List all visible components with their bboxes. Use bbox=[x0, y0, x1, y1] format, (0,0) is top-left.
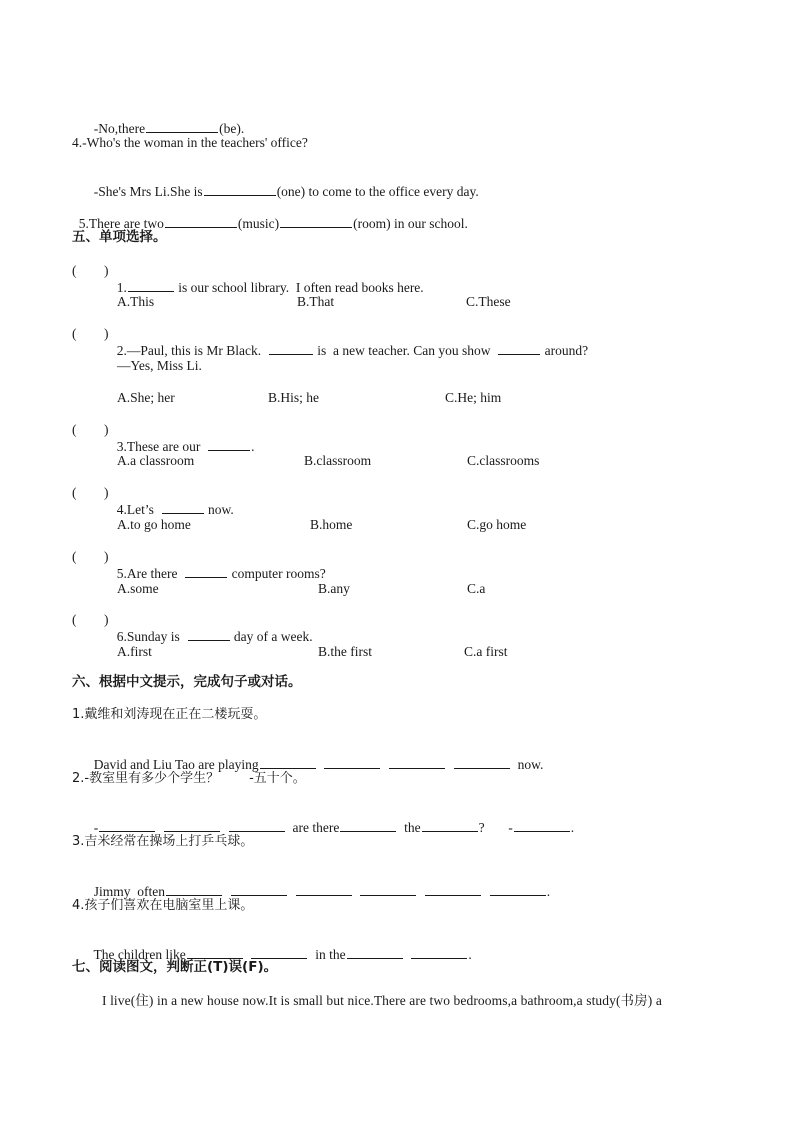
en-text: David and Liu Tao are playing bbox=[93, 757, 259, 772]
q-text: now. bbox=[204, 502, 234, 517]
blank[interactable] bbox=[269, 342, 313, 355]
en-text: - bbox=[93, 820, 99, 835]
en-text: in the bbox=[315, 947, 346, 962]
en-text: . bbox=[546, 884, 551, 899]
cn-question: 2.-教室里有多少个学生？ bbox=[72, 771, 220, 786]
q3-answer-line bbox=[87, 104, 244, 137]
answer-paren-open: ( bbox=[72, 549, 77, 564]
en-text: . bbox=[468, 947, 472, 962]
blank[interactable] bbox=[454, 756, 510, 769]
translate-item-3-en bbox=[87, 867, 550, 900]
blank[interactable] bbox=[260, 756, 316, 769]
option-a[interactable]: A.to go home bbox=[117, 517, 191, 532]
mc-question-4 bbox=[110, 485, 234, 518]
answer-paren-close: ) bbox=[104, 326, 109, 341]
option-a[interactable]: A.some bbox=[117, 581, 159, 596]
en-text: ? bbox=[478, 820, 485, 835]
option-c[interactable]: C.go home bbox=[467, 517, 527, 532]
reading-passage: I live(住) in a new house now.It is small but nice.There are two bedrooms,a bathroom,a study(书房) a bbox=[102, 993, 662, 1008]
q3-answer-prefix: -No,there bbox=[93, 121, 146, 136]
blank[interactable] bbox=[340, 819, 396, 832]
mc-question-1 bbox=[110, 263, 424, 296]
mc-question-6 bbox=[110, 612, 313, 645]
translate-item-3-cn: 3.吉米经常在操场上打乒乓球。 bbox=[72, 834, 254, 849]
section5-title: 五、单项选择。 bbox=[72, 229, 167, 245]
answer-paren-close: ) bbox=[104, 549, 109, 564]
q5-line bbox=[72, 199, 468, 232]
blank[interactable] bbox=[425, 883, 481, 896]
blank[interactable] bbox=[324, 756, 380, 769]
option-c[interactable]: C.These bbox=[466, 294, 511, 309]
blank[interactable] bbox=[208, 438, 250, 451]
blank[interactable] bbox=[185, 565, 227, 578]
en-text: the bbox=[404, 820, 421, 835]
q4-answer-line bbox=[87, 167, 479, 200]
blank[interactable] bbox=[251, 946, 307, 959]
blank[interactable] bbox=[498, 342, 540, 355]
mc-question-2 bbox=[110, 326, 588, 359]
translate-item-2-en bbox=[87, 803, 574, 836]
blank[interactable] bbox=[204, 183, 276, 196]
translate-item-4-cn: 4.孩子们喜欢在电脑室里上课。 bbox=[72, 898, 254, 913]
q4-answer-suffix: (one) to come to the office every day. bbox=[276, 184, 479, 199]
option-b[interactable]: B.His; he bbox=[268, 390, 320, 405]
q4-answer-prefix: -She's Mrs Li.She is bbox=[93, 184, 203, 199]
answer-paren-close: ) bbox=[104, 485, 109, 500]
q5-part2: (music) bbox=[237, 216, 280, 231]
answer-paren-close: ) bbox=[104, 263, 109, 278]
option-b[interactable]: B.home bbox=[310, 517, 353, 532]
blank[interactable] bbox=[188, 628, 230, 641]
mc-question-5 bbox=[110, 549, 326, 582]
en-text: now. bbox=[517, 757, 544, 772]
blank[interactable] bbox=[231, 883, 287, 896]
option-c[interactable]: C.a first bbox=[464, 644, 508, 659]
q-text: computer rooms? bbox=[228, 566, 326, 581]
answer-paren-open: ( bbox=[72, 263, 77, 278]
translate-item-2-cn bbox=[72, 771, 306, 787]
q-text: is our school library. I often read books here. bbox=[174, 280, 424, 295]
option-b[interactable]: B.the first bbox=[318, 644, 372, 659]
blank[interactable] bbox=[128, 279, 174, 292]
blank[interactable] bbox=[146, 120, 218, 133]
answer-paren-close: ) bbox=[104, 612, 109, 627]
blank[interactable] bbox=[347, 946, 403, 959]
en-text: are there bbox=[292, 820, 340, 835]
mc-question-3 bbox=[110, 422, 254, 455]
q5-part1: 5.There are two bbox=[78, 216, 164, 231]
option-c[interactable]: C.He; him bbox=[445, 390, 502, 405]
translate-item-1-cn: 1.戴维和刘涛现在正在二楼玩耍。 bbox=[72, 707, 267, 722]
en-text: - bbox=[508, 820, 513, 835]
option-a[interactable]: A.She; her bbox=[117, 390, 175, 405]
en-text: Jimmy often bbox=[93, 884, 165, 899]
section6-title: 六、根据中文提示，完成句子或对话。 bbox=[72, 674, 302, 690]
section7-title: 七、阅读图文，判断正(T)误(F)。 bbox=[72, 959, 278, 975]
blank[interactable] bbox=[162, 501, 204, 514]
option-b[interactable]: B.classroom bbox=[304, 453, 372, 468]
option-b[interactable]: B.That bbox=[297, 294, 335, 309]
blank[interactable] bbox=[514, 819, 570, 832]
blank[interactable] bbox=[389, 756, 445, 769]
q5-part3: (room) in our school. bbox=[353, 216, 468, 231]
q-num: 3.These are our bbox=[116, 439, 201, 454]
q-num: 6.Sunday is bbox=[116, 629, 180, 644]
q-text: . bbox=[251, 439, 255, 454]
blank[interactable] bbox=[422, 819, 478, 832]
q-text: is a new teacher. Can you show bbox=[313, 343, 491, 358]
answer-paren-close: ) bbox=[104, 422, 109, 437]
blank[interactable] bbox=[165, 215, 237, 228]
q-text: day of a week. bbox=[230, 629, 313, 644]
blank[interactable] bbox=[164, 819, 220, 832]
blank[interactable] bbox=[360, 883, 416, 896]
q-num: 5.Are there bbox=[116, 566, 178, 581]
q-num: 2.—Paul, this is Mr Black. bbox=[116, 343, 262, 358]
blank[interactable] bbox=[166, 883, 222, 896]
blank[interactable] bbox=[187, 946, 243, 959]
q-num: 4.Let’s bbox=[116, 502, 154, 517]
cn-answer: -五十个。 bbox=[249, 771, 306, 786]
blank[interactable] bbox=[411, 946, 467, 959]
mc-question-2-cont: —Yes, Miss Li. bbox=[117, 358, 202, 373]
blank[interactable] bbox=[99, 819, 155, 832]
option-c[interactable]: C.a bbox=[467, 581, 486, 596]
blank[interactable] bbox=[490, 883, 546, 896]
answer-paren-open: ( bbox=[72, 326, 77, 341]
blank[interactable] bbox=[296, 883, 352, 896]
q-text: around? bbox=[541, 343, 589, 358]
blank[interactable] bbox=[280, 215, 352, 228]
option-a[interactable]: A.a classroom bbox=[117, 453, 195, 468]
answer-paren-open: ( bbox=[72, 612, 77, 627]
q-num: 1. bbox=[116, 280, 127, 295]
translate-item-1-en bbox=[87, 740, 543, 773]
blank[interactable] bbox=[229, 819, 285, 832]
q4-question: 4.-Who's the woman in the teachers' office? bbox=[72, 135, 308, 150]
option-a[interactable]: A.first bbox=[117, 644, 152, 659]
en-text: . bbox=[570, 820, 575, 835]
answer-paren-open: ( bbox=[72, 422, 77, 437]
answer-paren-open: ( bbox=[72, 485, 77, 500]
en-text: The children like bbox=[93, 947, 186, 962]
q3-answer-suffix: (be). bbox=[219, 121, 245, 136]
option-b[interactable]: B.any bbox=[318, 581, 350, 596]
option-a[interactable]: A.This bbox=[117, 294, 155, 309]
option-c[interactable]: C.classrooms bbox=[467, 453, 540, 468]
